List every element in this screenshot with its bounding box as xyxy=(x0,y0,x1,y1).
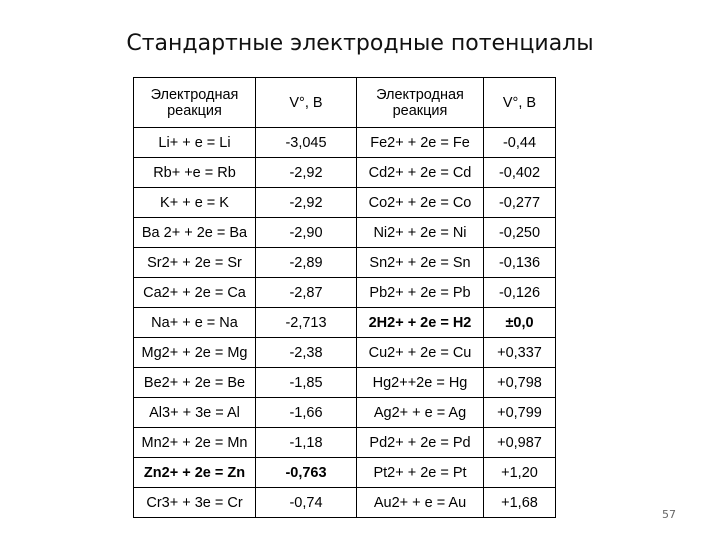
potential-cell: -2,713 xyxy=(256,308,357,338)
reaction-cell: Al3+ + 3e = Al xyxy=(134,398,256,428)
table-row xyxy=(134,218,556,248)
reaction-cell: K+ + e = K xyxy=(134,188,256,218)
page-number: 57 xyxy=(662,508,676,521)
table-row xyxy=(134,308,556,338)
reaction-cell: Au2+ + e = Au xyxy=(357,488,484,518)
potential-cell: -0,763 xyxy=(256,458,357,488)
reaction-cell: Pd2+ + 2e = Pd xyxy=(357,428,484,458)
header-reaction-2: Электродная реакция xyxy=(357,78,484,128)
potential-cell: -2,92 xyxy=(256,158,357,188)
potential-cell: -0,126 xyxy=(484,278,556,308)
potential-cell: +0,799 xyxy=(484,398,556,428)
potential-cell: +0,337 xyxy=(484,338,556,368)
potential-cell: -2,38 xyxy=(256,338,357,368)
reaction-cell: Pt2+ + 2e = Pt xyxy=(357,458,484,488)
reaction-cell: Rb+ +e = Rb xyxy=(134,158,256,188)
reaction-cell: Be2+ + 2e = Be xyxy=(134,368,256,398)
potential-cell: -1,85 xyxy=(256,368,357,398)
reaction-cell: Cd2+ + 2e = Cd xyxy=(357,158,484,188)
reaction-cell: Ba 2+ + 2e = Ba xyxy=(134,218,256,248)
potential-cell: -0,136 xyxy=(484,248,556,278)
reaction-cell: Fe2+ + 2e = Fe xyxy=(357,128,484,158)
potential-cell: ±0,0 xyxy=(484,308,556,338)
potential-cell: -2,90 xyxy=(256,218,357,248)
potential-cell: -0,277 xyxy=(484,188,556,218)
potential-cell: -1,66 xyxy=(256,398,357,428)
potential-cell: -1,18 xyxy=(256,428,357,458)
reaction-cell: Cu2+ + 2e = Cu xyxy=(357,338,484,368)
table-row xyxy=(134,488,556,518)
reaction-cell: 2H2+ + 2e = H2 xyxy=(357,308,484,338)
reaction-cell: Sn2+ + 2e = Sn xyxy=(357,248,484,278)
potential-cell: +1,68 xyxy=(484,488,556,518)
potential-cell: -0,402 xyxy=(484,158,556,188)
table-row xyxy=(134,428,556,458)
potential-cell: +1,20 xyxy=(484,458,556,488)
header-potential-2: V°, B xyxy=(484,78,556,128)
table-row xyxy=(134,458,556,488)
reaction-cell: Ca2+ + 2e = Ca xyxy=(134,278,256,308)
reaction-cell: Sr2+ + 2e = Sr xyxy=(134,248,256,278)
potential-cell: -0,44 xyxy=(484,128,556,158)
reaction-cell: Li+ + e = Li xyxy=(134,128,256,158)
reaction-cell: Mn2+ + 2e = Mn xyxy=(134,428,256,458)
reaction-cell: Ag2+ + e = Ag xyxy=(357,398,484,428)
header-potential-1: V°, B xyxy=(256,78,357,128)
table-row xyxy=(134,368,556,398)
reaction-cell: Pb2+ + 2e = Pb xyxy=(357,278,484,308)
reaction-cell: Mg2+ + 2e = Mg xyxy=(134,338,256,368)
table-row xyxy=(134,278,556,308)
potential-cell: -0,74 xyxy=(256,488,357,518)
slide-title: Стандартные электродные потенциалы xyxy=(126,31,594,56)
reaction-cell: Ni2+ + 2e = Ni xyxy=(357,218,484,248)
reaction-cell: Na+ + e = Na xyxy=(134,308,256,338)
table-header-row xyxy=(134,78,556,128)
potential-cell: -2,87 xyxy=(256,278,357,308)
potential-cell: -0,250 xyxy=(484,218,556,248)
potential-cell: -2,89 xyxy=(256,248,357,278)
table-row xyxy=(134,338,556,368)
electrode-potentials-table xyxy=(133,77,556,518)
table-row xyxy=(134,398,556,428)
table-row xyxy=(134,128,556,158)
table-row xyxy=(134,158,556,188)
potential-cell: -2,92 xyxy=(256,188,357,218)
reaction-cell: Co2+ + 2e = Co xyxy=(357,188,484,218)
reaction-cell: Hg2++2e = Hg xyxy=(357,368,484,398)
potential-cell: +0,987 xyxy=(484,428,556,458)
potential-cell: -3,045 xyxy=(256,128,357,158)
table-row xyxy=(134,248,556,278)
table-row xyxy=(134,188,556,218)
potential-cell: +0,798 xyxy=(484,368,556,398)
reaction-cell: Zn2+ + 2e = Zn xyxy=(134,458,256,488)
reaction-cell: Cr3+ + 3e = Cr xyxy=(134,488,256,518)
header-reaction-1: Электродная реакция xyxy=(134,78,256,128)
